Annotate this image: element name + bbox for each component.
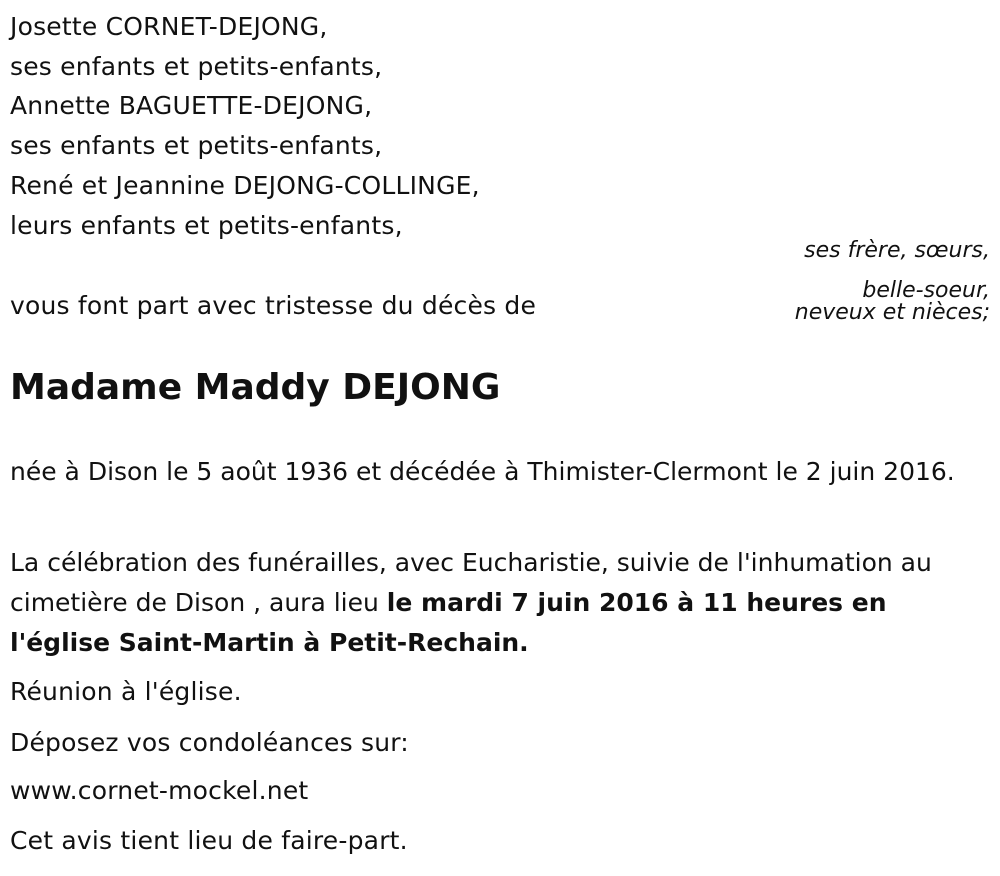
family-line-6: leurs enfants et petits-enfants, [10,211,403,240]
family-line-3: Annette BAGUETTE-DEJONG, [10,91,373,120]
family-line-2: ses enfants et petits-enfants, [10,52,383,81]
closing-text: Cet avis tient lieu de faire-part. [10,826,408,855]
relatives-line-2: belle-soeur, [862,278,990,303]
website-link[interactable]: www.cornet-mockel.net [10,776,309,805]
announcement-text: vous font part avec tristesse du décès de [10,291,537,320]
reunion-text: Réunion à l'église. [10,677,242,706]
family-line-5: René et Jeannine DEJONG-COLLINGE, [10,171,480,200]
birth-death-text: née à Dison le 5 août 1936 et décédée à Thimister-Clermont le 2 juin 2016. [10,457,955,486]
relatives-line-3: neveux et nièces; [794,300,990,325]
funeral-details: le mardi 7 juin 2016 à 11 heures en l'église Saint-Martin à Petit-Rechain. [10,588,887,657]
condolences-label: Déposez vos condoléances sur: [10,728,409,757]
family-line-4: ses enfants et petits-enfants, [10,131,383,160]
funeral-intro: La célébration des funérailles, avec Eucharistie, suivie de l'inhumation au cimetière de Dison , aura lieu [10,548,932,617]
family-line-1: Josette CORNET-DEJONG, [10,12,328,41]
deceased-name: Madame Maddy DEJONG [10,367,501,408]
relatives-line-1: ses frère, sœurs, [804,238,990,263]
funeral-paragraph [10,543,990,663]
